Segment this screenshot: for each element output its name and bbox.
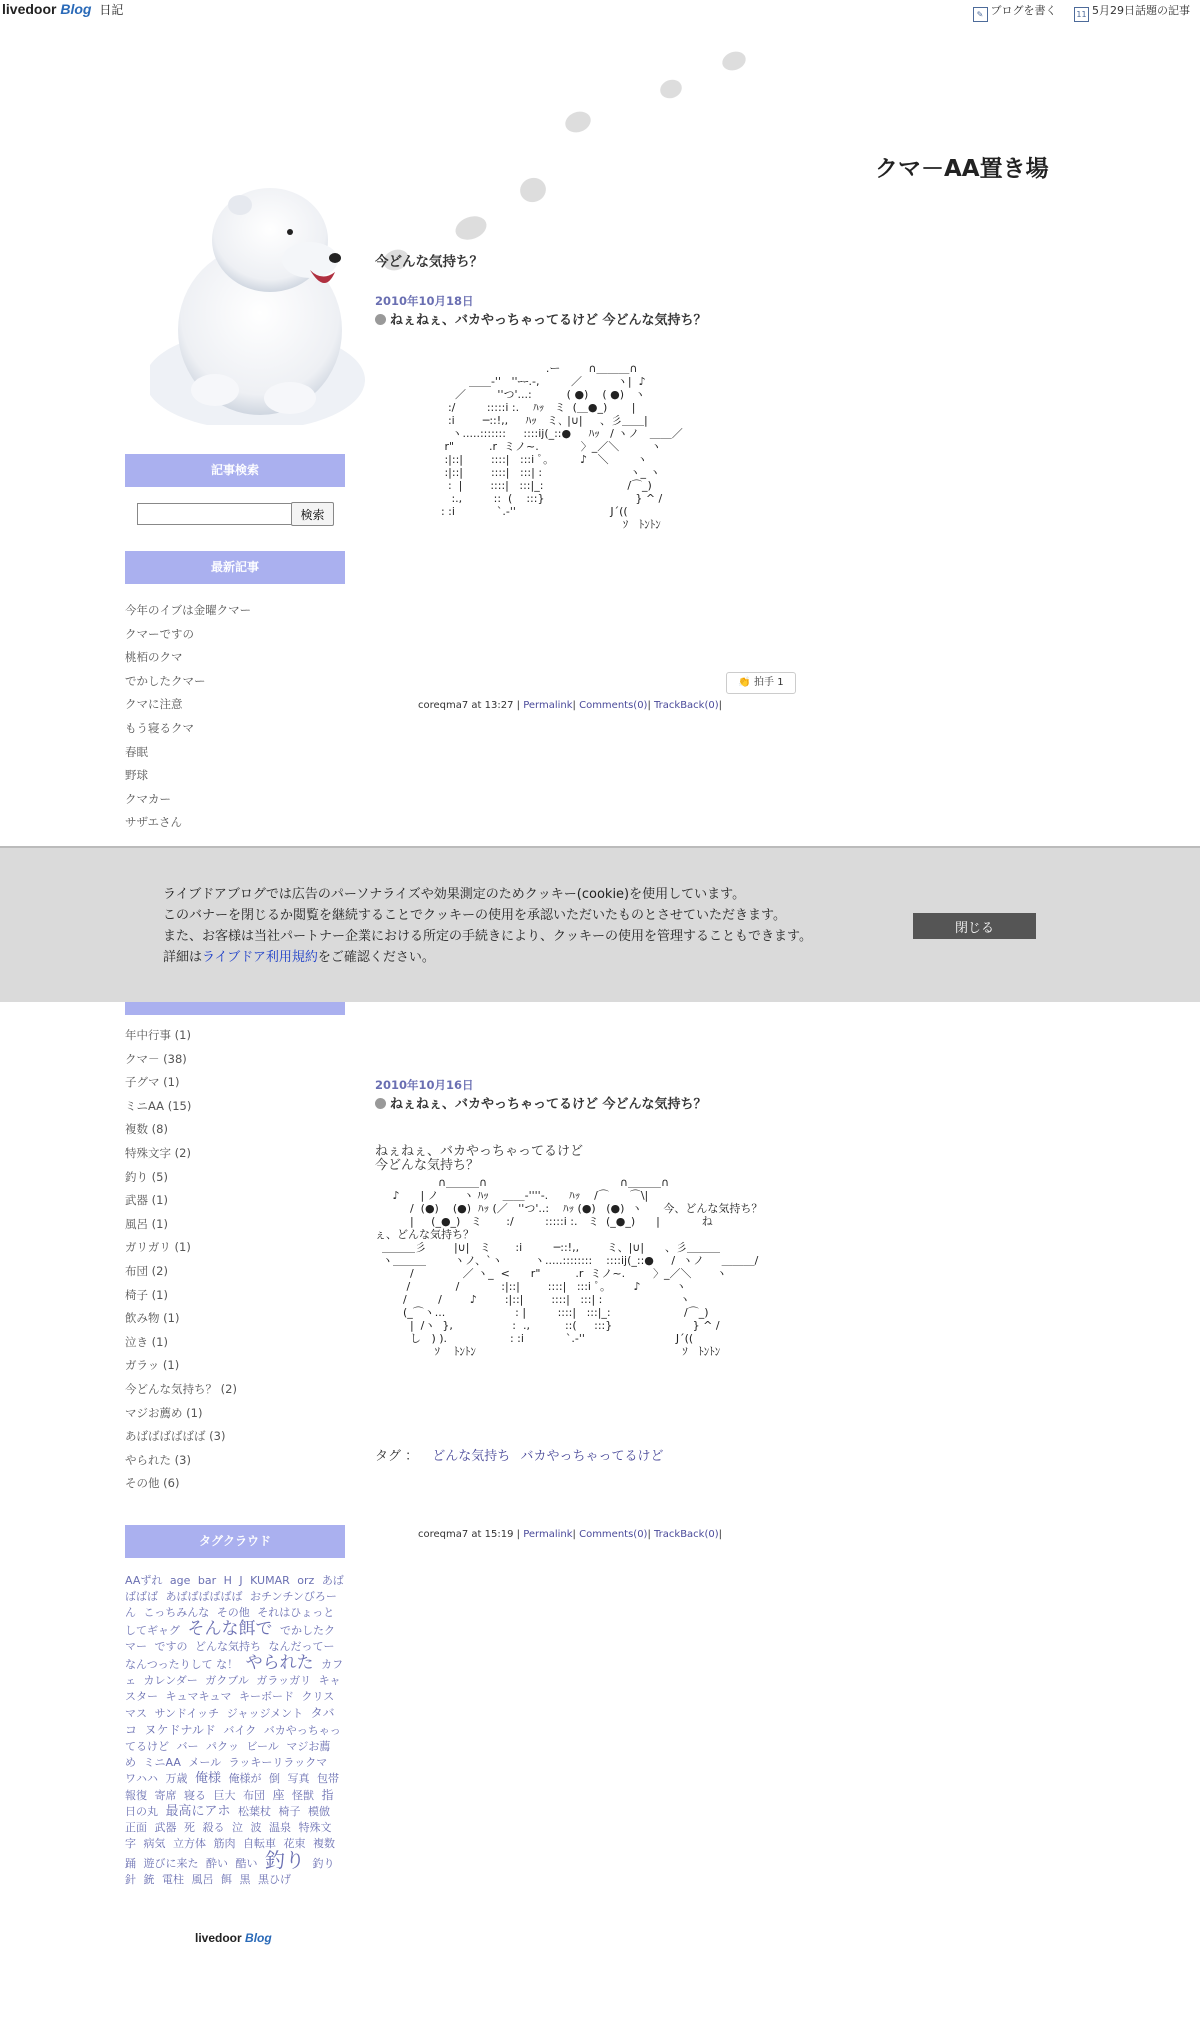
recent-article-link[interactable]: クマーですの <box>125 626 194 641</box>
category-link[interactable]: クマ－ (38) <box>125 1051 187 1066</box>
tag-cloud-link[interactable]: 松葉杖 <box>238 1805 272 1818</box>
list-item <box>125 788 251 812</box>
tag-cloud-link[interactable]: 寝る <box>184 1789 206 1802</box>
cookie-line <box>163 947 812 968</box>
entry-title-text: ねぇねぇ、バカやっちゃってるけど 今どんな気持ち？ <box>390 313 707 328</box>
tag-cloud-link[interactable]: 俺様が <box>228 1772 262 1785</box>
tag-cloud-link[interactable]: そんな餌で <box>187 1619 273 1639</box>
tag-cloud-link[interactable]: 酷い <box>235 1857 258 1870</box>
entry-lead <box>375 1145 583 1173</box>
tag-cloud-link[interactable]: 黒ひげ <box>258 1873 291 1886</box>
tag-cloud-link[interactable]: バカやっちゃってるけど <box>125 1724 341 1753</box>
tag-cloud-link[interactable]: 釣り針 <box>125 1857 335 1886</box>
category-link[interactable]: その他 (6) <box>125 1476 180 1491</box>
tag-cloud-link[interactable]: 特殊文字 <box>125 1821 332 1850</box>
tag-cloud-link[interactable]: 泣 <box>232 1821 243 1834</box>
category-link[interactable]: ガラッ (1) <box>125 1358 180 1373</box>
tag-cloud-link[interactable]: 俺様 <box>195 1771 222 1786</box>
cookie-line: ライブドアブログでは広告のパーソナライズや効果測定のためクッキー(cookie)を使用しています。 <box>163 887 746 902</box>
tag-cloud-link[interactable]: 怪獣 <box>292 1789 315 1802</box>
recent-article-link[interactable]: クマカー <box>125 791 171 806</box>
tag-cloud-link[interactable]: なんだってー <box>268 1640 335 1653</box>
tag-cloud-link[interactable]: KUMAR <box>250 1574 290 1587</box>
entry-date: 2010年10月18日 <box>375 294 474 308</box>
cookie-line4-pre: 詳細は <box>163 950 203 965</box>
tag-cloud-heading: タグクラウド <box>125 1525 345 1558</box>
clap-count: 1 <box>777 677 784 688</box>
footer-logo-livedoor: livedoor <box>195 1931 242 1945</box>
list-item <box>125 1236 237 1260</box>
tag-cloud-link[interactable]: orz <box>297 1574 315 1587</box>
tag-cloud-link[interactable]: その他 <box>216 1606 250 1619</box>
tag-cloud-link[interactable]: 銃 <box>143 1873 155 1886</box>
list-item <box>125 741 251 765</box>
search-heading: 記事検索 <box>125 454 345 487</box>
list-item <box>125 1118 237 1142</box>
category-link[interactable]: 年中行事 (1) <box>125 1028 191 1042</box>
list-item <box>125 693 251 717</box>
tag-cloud-link[interactable]: サンドイッチ <box>154 1707 220 1720</box>
ascii-art: .ー ∩＿＿＿∩ ＿＿-'' ''ｰｰ.-, ／ ヽ| ♪ ／ ''つ'...: ( ●) ( ●) ヽ :/ :::::i :. ﾊｯ ミ (＿●_) | :i ─::!,, ﾊｯ ミ､ |∪| 、彡＿＿| ヽ.....::::::: ::::ij(_::● ﾊｯ / ヽノ ＿＿／ r" .r ミノ~. 〉_／＼ ヽ :|::| ::::| :::i ﾟ｡ ♪ ＼ ヽ :|::| ::::| :::| : ヽ_ ヽ : | ::::| :::|_: /⌒_) :., :: ( :::} } ^ / : :i `.-'' J´(( ｿ ﾄﾝﾄﾝ <box>440 362 683 531</box>
tag-cloud-link[interactable]: タバコ <box>125 1706 335 1737</box>
category-link[interactable]: 布団 (2) <box>125 1263 168 1278</box>
recent-article-link[interactable]: もう寝るクマ <box>125 720 194 735</box>
category-link[interactable]: 今どんな気持ち？ (2) <box>125 1381 237 1396</box>
entry-tags <box>375 1445 663 1464</box>
search-button[interactable]: 検索 <box>291 502 334 526</box>
list-item <box>125 811 251 835</box>
tag-cloud-link[interactable]: ワハハ <box>125 1772 158 1785</box>
list-item <box>125 670 251 694</box>
tag-cloud-link[interactable]: 最高にアホ <box>165 1804 231 1819</box>
tag-cloud-link[interactable]: ラッキーリラックマ <box>228 1756 328 1769</box>
tag-cloud-link[interactable]: ジャッジメント <box>226 1707 304 1720</box>
recent-article-link[interactable]: 桃栢のクマ <box>125 650 183 665</box>
tag-cloud-link[interactable]: 釣り <box>265 1848 305 1872</box>
list-item <box>125 1307 237 1331</box>
list-item <box>125 1142 237 1166</box>
write-blog-label: ブログを書く <box>990 4 1057 17</box>
tag-cloud-link[interactable]: それはひょっとしてギャグ <box>125 1606 335 1637</box>
comments-link[interactable]: Comments(0) <box>579 1529 648 1540</box>
list-item <box>125 1284 237 1308</box>
entry-tag-link[interactable]: バカやっちゃってるけど <box>520 1449 664 1464</box>
recent-article-link[interactable]: サザエさん <box>125 815 183 830</box>
list-item <box>125 717 251 741</box>
tag-cloud-link[interactable]: 筋肉 <box>213 1837 236 1850</box>
tag-cloud-link[interactable]: 日の丸 <box>125 1805 158 1818</box>
tag-cloud-link[interactable]: 餌 <box>221 1873 232 1886</box>
tag-cloud-link[interactable]: 倒 <box>269 1772 281 1785</box>
comments-link[interactable]: Comments(0) <box>579 700 648 711</box>
footprint-decoration <box>720 48 749 73</box>
trackback-link[interactable]: TrackBack(0) <box>654 1529 719 1540</box>
tag-cloud-link[interactable]: 椅子 <box>278 1805 301 1818</box>
logo-blog: Blog <box>60 1 92 17</box>
list-item <box>125 1048 237 1072</box>
tag-cloud-link[interactable]: AAずれ <box>125 1574 163 1587</box>
tag-cloud-link[interactable]: 寄席 <box>154 1789 177 1802</box>
tag-cloud-link[interactable]: 立方体 <box>173 1837 206 1850</box>
entry-header <box>375 293 707 328</box>
recent-article-link[interactable]: 今年のイブは金曜クマー <box>125 603 252 617</box>
category-link[interactable]: 複数 (8) <box>125 1122 168 1137</box>
permalink-link[interactable]: Permalink <box>523 1529 573 1540</box>
tag-cloud-link[interactable]: クリスマス <box>125 1690 335 1720</box>
tag-cloud-link[interactable]: ガラッガリ <box>256 1674 312 1687</box>
tag-cloud-link[interactable]: H <box>223 1574 232 1587</box>
hot-articles-label: 5月29日話題の記事 <box>1092 4 1190 17</box>
tag-cloud-link[interactable]: キャスター <box>125 1674 341 1703</box>
list-item <box>125 623 251 647</box>
list-item <box>125 1260 237 1284</box>
list-item <box>125 1095 237 1119</box>
tag-cloud-link[interactable]: 巨大 <box>213 1789 236 1802</box>
list-item <box>125 1472 237 1496</box>
polar-bear-image <box>150 170 380 425</box>
tag-cloud-link[interactable]: 万歳 <box>165 1772 188 1785</box>
tag-cloud-link[interactable]: キュマキュマ <box>165 1690 232 1703</box>
tag-cloud-link[interactable]: ミニAA <box>143 1756 181 1769</box>
category-link[interactable]: 泣き (1) <box>125 1334 168 1349</box>
tag-cloud-link[interactable]: バイク <box>223 1724 257 1737</box>
footer-logo[interactable] <box>195 1931 272 1945</box>
tag-cloud-link[interactable]: キーボード <box>239 1690 294 1703</box>
tag-cloud-link[interactable]: 花束 <box>283 1837 306 1850</box>
category-link[interactable]: 風呂 (1) <box>125 1216 168 1231</box>
tag-cloud-link[interactable]: 包帯 <box>317 1772 340 1785</box>
tag-cloud-link[interactable]: 写真 <box>287 1772 310 1785</box>
entry-footer: coreqma7 at 15:19 | Permalink| Comments(0)| TrackBack(0)| <box>418 1529 723 1540</box>
tag-cloud-link[interactable]: 温泉 <box>269 1821 291 1834</box>
recent-articles-heading: 最新記事 <box>125 551 345 584</box>
ascii-art: ∩＿＿＿∩ ∩＿＿＿∩ ♪ | ノ ヽ ﾊｯ ＿＿-''''-. ﾊｯ /⌒ ⌒\| / (●) (●) ﾊｯ (／ ''つ'..: ﾊｯ (●) (●) ヽ 今、どんな気持ち？ | (_●_) ミ :/ :::::i :. ミ (_●_) | ね ぇ、どんな気持ち？ ＿＿＿彡 |∪| ミ :i ─::!,, ミ、|∪| 、彡＿＿＿ ヽ＿＿＿ ヽノ、`ヽ ヽ.....:::::::: ::::ij(_::● / ヽノ ＿＿＿/ / ／ ヽ_ < r" .r ミノ~. 〉_／＼ ヽ / / :|::| ::::| :::i ﾟ｡ ♪ ヽ / / ♪ :|::| ::::| :::| : ヽ (_⌒ヽ... : | ::::| :::|_: /⌒_) | /ヽ }, : ., ::( :::} } ^ / し ) ). : :i `.-'' J´(( ｿ ﾄﾝﾄﾝ ｿ ﾄﾝﾄﾝ <box>375 1176 763 1358</box>
list-item <box>125 1354 237 1378</box>
entry-lead-line: ねぇねぇ、バカやっちゃってるけど <box>375 1144 584 1159</box>
category-link[interactable]: あばばばばばば (3) <box>125 1429 226 1444</box>
entry-lead-line: 今どんな気持ち？ <box>375 1158 480 1173</box>
entry-tag-link[interactable]: どんな気持ち <box>432 1449 511 1464</box>
tag-cloud-link[interactable]: 模倣 <box>308 1805 331 1818</box>
list-item <box>125 1189 237 1213</box>
tag-cloud-link[interactable]: 武器 <box>154 1821 177 1834</box>
entry-header <box>375 1077 707 1112</box>
tag-cloud-link[interactable]: おチンチンびろーん <box>125 1590 337 1619</box>
entry-date: 2010年10月16日 <box>375 1078 474 1092</box>
blog-subtitle: 今どんな気持ち？ <box>375 254 483 270</box>
bullet-icon <box>375 314 386 325</box>
list-item <box>125 1402 237 1426</box>
tag-cloud-link[interactable]: カレンダー <box>143 1674 198 1687</box>
clap-button[interactable] <box>726 672 796 694</box>
category-link[interactable]: 特殊文字 (2) <box>125 1145 191 1160</box>
tag-cloud-link[interactable]: カフェ <box>125 1658 344 1687</box>
tag-cloud-link[interactable]: あばばばば <box>125 1574 344 1603</box>
tag-cloud-link[interactable]: メール <box>188 1756 222 1769</box>
search-input[interactable] <box>137 503 293 525</box>
tag-cloud-link[interactable]: 正面 <box>125 1821 147 1834</box>
tag-cloud <box>125 1573 345 1888</box>
category-link[interactable]: ガリガリ (1) <box>125 1240 191 1255</box>
top-bar <box>0 0 1200 20</box>
cookie-banner <box>0 846 1200 1002</box>
cookie-close-button[interactable]: 閉じる <box>913 913 1036 939</box>
category-link[interactable]: 飲み物 (1) <box>125 1311 180 1326</box>
recent-article-link[interactable]: クマに注意 <box>125 697 183 712</box>
cookie-text <box>163 884 812 968</box>
tag-cloud-link[interactable]: 踊 <box>125 1857 136 1870</box>
entry-title[interactable] <box>375 309 707 328</box>
tag-cloud-link[interactable]: あばばばばばば <box>165 1590 243 1603</box>
tag-label: タグ ： <box>375 1449 419 1464</box>
logo-nikki: 日記 <box>99 3 124 17</box>
tag-cloud-link[interactable]: 病気 <box>143 1837 166 1850</box>
tag-cloud-link[interactable]: age <box>169 1574 191 1587</box>
list-item <box>125 646 251 670</box>
cookie-line: このバナーを閉じるか閲覧を継続することでクッキーの使用を承認いただいたものとさせていただきます。 <box>163 908 786 923</box>
list-item <box>125 1425 237 1449</box>
tag-cloud-link[interactable]: 電柱 <box>162 1873 184 1886</box>
tag-cloud-link[interactable]: 酔い <box>206 1857 228 1870</box>
tag-cloud-link[interactable]: なんつったりして な！ <box>125 1658 239 1671</box>
tag-cloud-link[interactable]: ヌケドナルド <box>144 1723 216 1737</box>
tag-cloud-link[interactable]: 報復 <box>125 1789 147 1802</box>
list-item <box>125 1166 237 1190</box>
tag-cloud-link[interactable]: bar <box>197 1574 217 1587</box>
footprint-decoration <box>517 174 550 205</box>
top-right-links <box>959 2 1191 22</box>
footprint-decoration <box>658 77 685 101</box>
tag-cloud-link[interactable]: パクッ <box>206 1740 239 1753</box>
category-link[interactable]: 椅子 (1) <box>125 1287 168 1302</box>
clap-label: 拍手 <box>754 677 775 688</box>
category-link[interactable]: 子グマ (1) <box>125 1075 180 1090</box>
tag-cloud-link[interactable]: ですの <box>154 1640 188 1653</box>
tag-cloud-link[interactable]: でかしたクマー <box>125 1624 335 1653</box>
list-item <box>125 1024 237 1048</box>
tag-cloud-link[interactable]: 殺る <box>202 1821 225 1834</box>
footer-logo-blog: Blog <box>245 1931 272 1945</box>
logo-livedoor: livedoor <box>2 1 57 17</box>
category-list <box>125 1024 237 1496</box>
recent-article-link[interactable]: 春眠 <box>125 744 148 759</box>
calendar-icon: 11 <box>1074 7 1089 22</box>
livedoor-blog-logo[interactable] <box>2 1 123 18</box>
tag-cloud-link[interactable]: 死 <box>184 1821 195 1834</box>
author-time: coreqma7 at 13:27 <box>418 700 514 711</box>
category-link[interactable]: 釣り (5) <box>125 1169 168 1184</box>
tag-cloud-link[interactable]: 自転車 <box>243 1837 276 1850</box>
recent-article-link[interactable]: 野球 <box>125 768 148 783</box>
terms-link[interactable]: ライブドア利用規約 <box>202 950 318 965</box>
page-subtitle <box>375 250 483 270</box>
tag-cloud-link[interactable]: 指 <box>321 1788 334 1802</box>
list-item <box>125 1449 237 1473</box>
recent-article-link[interactable]: でかしたクマー <box>125 673 206 688</box>
list-item <box>125 599 251 623</box>
list-item <box>125 1071 237 1095</box>
footprint-decoration <box>562 108 593 136</box>
entry-title[interactable] <box>375 1093 707 1112</box>
tag-cloud-link[interactable]: ビール <box>246 1740 279 1753</box>
hot-articles-link[interactable] <box>1074 4 1190 17</box>
category-link[interactable]: 武器 (1) <box>125 1193 168 1208</box>
cookie-line: また、お客様は当社パートナー企業における所定の手続きにより、クッキーの使用を管理することもできます。 <box>163 929 812 944</box>
tag-cloud-link[interactable]: 風呂 <box>191 1873 214 1886</box>
author-time: coreqma7 at 15:19 <box>418 1529 514 1540</box>
tag-cloud-link[interactable]: こっちみんな <box>143 1606 210 1619</box>
tag-cloud-link[interactable]: 黒 <box>239 1873 251 1886</box>
tag-cloud-link[interactable]: バー <box>176 1740 199 1753</box>
tag-cloud-link[interactable]: 布団 <box>243 1789 265 1802</box>
tag-cloud-link[interactable]: ガクブル <box>205 1674 249 1687</box>
pencil-icon: ✎ <box>973 7 988 22</box>
entry-title-text: ねぇねぇ、バカやっちゃってるけど 今どんな気持ち？ <box>390 1097 707 1112</box>
list-item <box>125 764 251 788</box>
tag-cloud-link[interactable]: 座 <box>272 1788 285 1802</box>
write-blog-link[interactable] <box>973 4 1061 17</box>
tag-cloud-link[interactable]: 遊びに来た <box>143 1857 199 1870</box>
tag-cloud-link[interactable]: J <box>239 1574 243 1587</box>
clap-icon: 👏 <box>738 677 751 688</box>
tag-cloud-link[interactable]: マジお薦め <box>125 1740 331 1769</box>
tag-cloud-link[interactable]: 波 <box>250 1821 262 1834</box>
list-item <box>125 1213 237 1237</box>
category-link[interactable]: マジお薦め (1) <box>125 1405 203 1420</box>
tag-cloud-link[interactable]: どんな気持ち <box>195 1640 261 1653</box>
permalink-link[interactable]: Permalink <box>523 700 573 711</box>
tag-cloud-link[interactable]: やられた <box>245 1653 314 1673</box>
site-title: クマ－AA置き場 <box>875 156 1049 182</box>
recent-articles-list <box>125 599 251 835</box>
footprint-decoration <box>452 212 490 244</box>
entry-footer: coreqma7 at 13:27 | Permalink| Comments(0)| TrackBack(0)| <box>418 700 723 711</box>
list-item <box>125 1331 237 1355</box>
cookie-line4-post: をご確認ください。 <box>317 950 435 965</box>
list-item <box>125 1378 237 1402</box>
trackback-link[interactable]: TrackBack(0) <box>654 700 719 711</box>
bullet-icon <box>375 1098 386 1109</box>
category-link[interactable]: ミニAA (15) <box>125 1098 192 1113</box>
tag-cloud-link[interactable]: 複数 <box>313 1837 335 1850</box>
category-link[interactable]: やられた (3) <box>125 1452 191 1467</box>
